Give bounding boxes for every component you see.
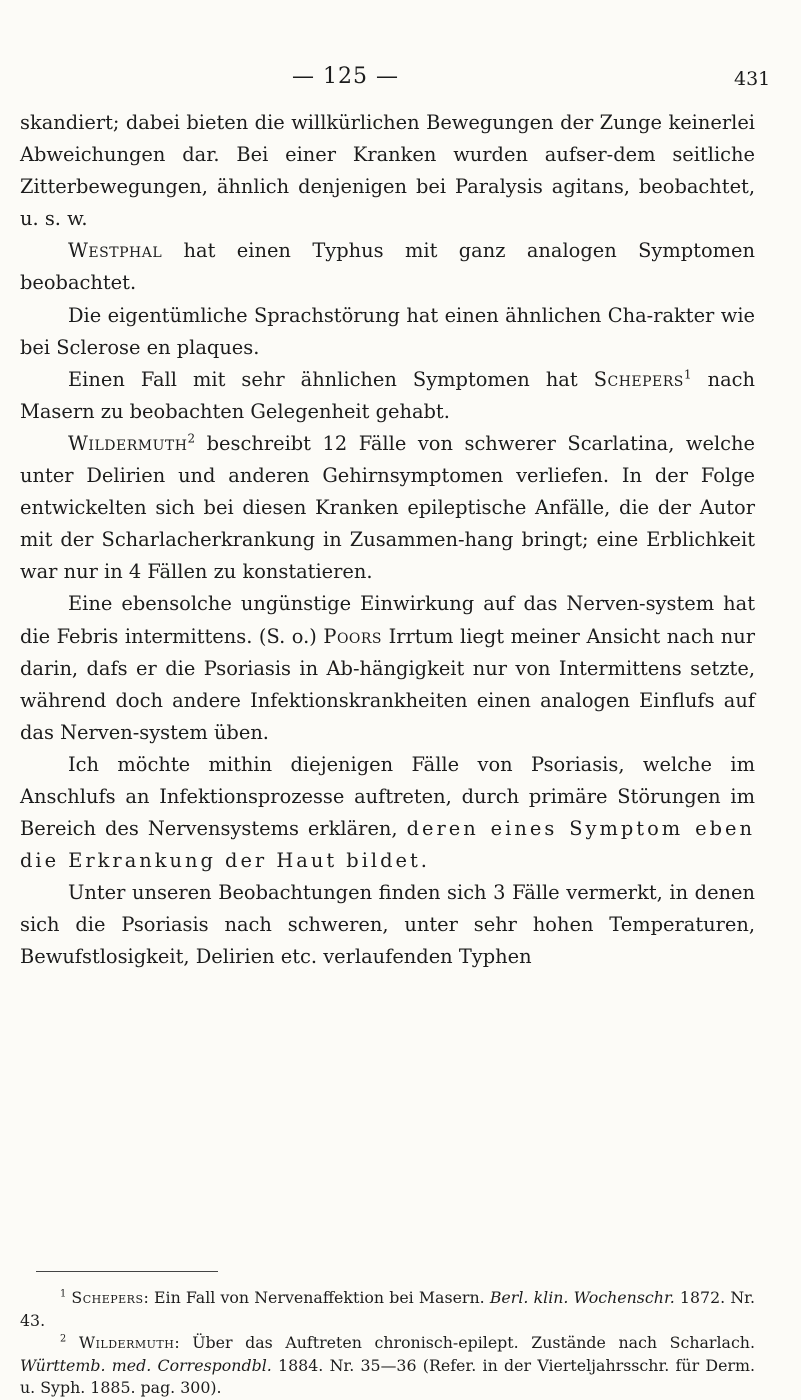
author-name: Westphal <box>68 239 163 263</box>
paragraph-1 <box>20 107 755 235</box>
footnote-1 <box>20 1287 755 1332</box>
paragraph-text: Die eigentümliche Sprachstörung hat einen ähnlichen Cha-rakter wie bei Sclerose en plaques. <box>20 303 755 359</box>
paragraph-text: nach Masern zu beobachten Gelegenheit gehabt. <box>20 367 755 423</box>
paragraph-8 <box>20 877 755 973</box>
footnote-rule <box>36 1271 218 1272</box>
paragraph-2 <box>20 235 755 299</box>
footnote-author: Wildermuth <box>78 1333 175 1352</box>
paragraph-4 <box>20 364 755 428</box>
author-name: Poors <box>323 624 383 648</box>
emphasized-text: deren eines Symptom eben die Erkrankung der Haut bildet. <box>20 817 755 873</box>
footnote-text: : Über das Auftreten chronisch-epilept. Zustände nach Scharlach. <box>174 1333 755 1352</box>
body-text <box>20 107 755 974</box>
footnote-author: Schepers <box>71 1288 144 1307</box>
footnote-mark: 2 <box>60 1333 67 1345</box>
paragraph-3 <box>20 300 755 364</box>
author-name: Schepers <box>593 367 684 391</box>
footnote-text: 1872. Nr. 43. <box>20 1288 755 1330</box>
footnote-ref-2: 2 <box>187 431 196 446</box>
footnote-ref-1: 1 <box>683 367 692 382</box>
author-name: Wildermuth <box>68 431 188 455</box>
paragraph-6 <box>20 588 755 748</box>
footnote-journal: Württemb. med. Correspondbl. <box>20 1355 272 1375</box>
paragraph-text: hat einen Typhus mit ganz analogen Symptomen beobachtet. <box>20 239 755 295</box>
paragraph-5 <box>20 428 755 588</box>
page-number: 431 <box>734 68 771 90</box>
page-header <box>0 0 801 100</box>
footnote-mark: 1 <box>60 1288 67 1300</box>
footnote-journal: Berl. klin. Wochenschr. <box>489 1288 675 1307</box>
paragraph-text: Einen Fall mit sehr ähnlichen Symptomen hat <box>68 367 594 391</box>
footnotes <box>20 1287 755 1400</box>
paragraph-text: beschreibt 12 Fälle von schwerer Scarlatina, welche unter Delirien und anderen Gehirnsymptomen verliefen. In der Folge entwickelten sich bei diesen Kranken epileptische Anfälle, die der Autor mit der Scharlacherkrankung in Zusammen-hang bringt; eine Erblichkeit war nur in 4 Fällen zu konstatieren. <box>20 431 755 584</box>
paragraph-text: skandiert; dabei bieten die willkürlichen Bewegungen der Zunge keinerlei Abweichungen dar. Bei einer Kranken wurden aufser-dem seitliche Zitterbewegungen, ähnlich denjenigen bei Paralysis agitans, beobachtet, u. s. w. <box>20 111 755 231</box>
paragraph-text: Irrtum liegt meiner Ansicht nach nur darin, dafs er die Psoriasis in Ab-hängigkeit nur von Intermittens setzte, während doch andere Infektionskrankheiten einen analogen Einflufs auf das Nerven-system üben. <box>20 624 755 744</box>
paragraph-text: Ich möchte mithin diejenigen Fälle von Psoriasis, welche im Anschlufs an Infektionsprozesse auftreten, durch primäre Störungen im Bereich des Nervensystems erklären, <box>20 752 755 841</box>
paragraph-7 <box>20 749 755 877</box>
paragraph-text: Unter unseren Beobachtungen finden sich 3 Fälle vermerkt, in denen sich die Psoriasis nach schweren, unter sehr hohen Temperaturen, Bewufstlosigkeit, Delirien etc. verlaufenden Typhen <box>20 881 755 969</box>
paragraph-text: Eine ebensolche ungünstige Einwirkung auf das Nerven-system hat die Febris intermittens. (S. o.) <box>20 592 755 648</box>
footnote-text: : Ein Fall von Nervenaffektion bei Masern. <box>143 1288 490 1307</box>
footnote-text: 1884. Nr. 35—36 (Refer. in der Vierteljahrsschr. für Derm. u. Syph. 1885. pag. 300). <box>20 1355 755 1397</box>
footnote-2 <box>20 1332 755 1400</box>
running-folio: — 125 — <box>292 64 399 89</box>
